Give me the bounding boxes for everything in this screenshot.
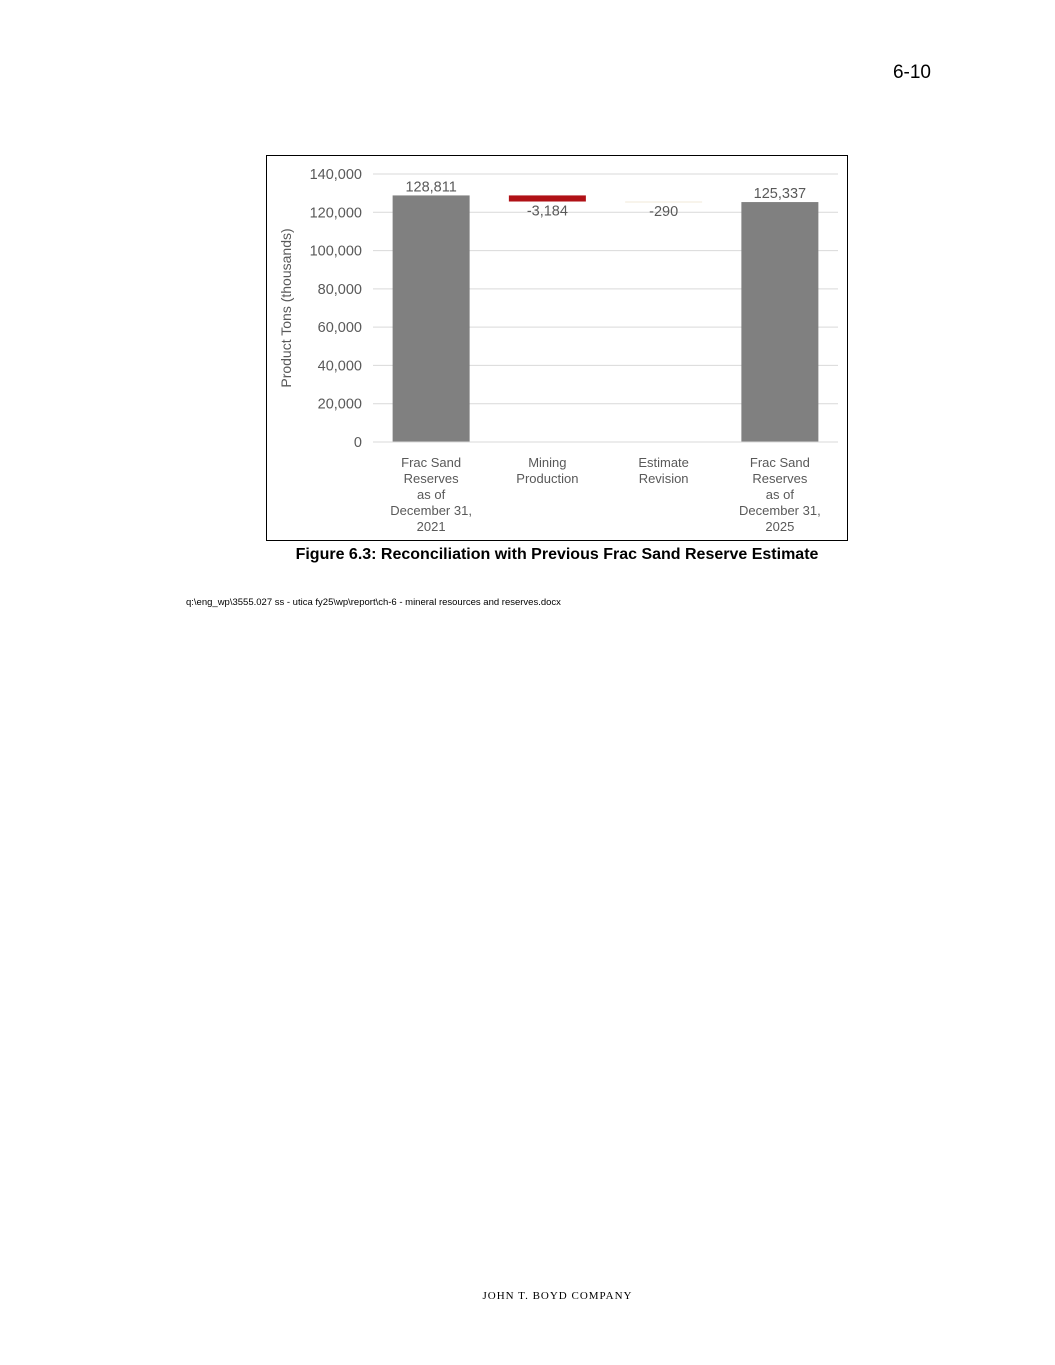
x-tick-label-line: Mining [528, 455, 567, 470]
data-label: 128,811 [405, 179, 457, 196]
x-tick-label-line: as of [417, 487, 446, 502]
data-label: -3,184 [526, 203, 568, 220]
x-tick-label-line: Revision [638, 471, 689, 486]
y-tick-label: 140,000 [309, 167, 362, 183]
bar [741, 202, 818, 442]
bar [625, 202, 702, 203]
data-label: -290 [649, 204, 679, 221]
x-tick-label [516, 455, 578, 486]
x-tick-label [390, 455, 472, 534]
x-tick-label-line: 2025 [765, 519, 795, 534]
x-tick-label-line: Reserves [752, 471, 808, 486]
y-tick-label: 100,000 [309, 243, 362, 260]
company-footer: JOHN T. BOYD COMPANY [482, 1290, 633, 1302]
page-number: 6-10 [892, 62, 931, 83]
x-tick-label-line: as of [765, 487, 794, 502]
data-label: 125,337 [753, 186, 807, 203]
x-tick-label-line: December 31, [739, 503, 821, 518]
x-tick-label [739, 455, 821, 534]
x-tick-label-line: Frac Sand [401, 455, 462, 470]
y-tick-label: 0 [353, 435, 362, 451]
figure-caption: Figure 6.3: Reconciliation with Previous Frac Sand Reserve Estimate [295, 546, 819, 563]
bar [509, 195, 586, 201]
y-tick-label: 60,000 [317, 320, 362, 337]
y-tick-label: 40,000 [317, 358, 362, 375]
x-tick-label-line: Estimate [638, 455, 689, 470]
figure-frame [266, 155, 848, 541]
file-path: q:\eng_wp\3555.027 ss - utica fy25\wp\report\ch-6 - mineral resources and reserves.docx [186, 597, 561, 608]
x-tick-label-line: 2021 [416, 519, 446, 534]
x-tick-label-line: Reserves [403, 471, 459, 486]
x-tick-label-line: Production [516, 471, 579, 486]
x-tick-label [638, 455, 689, 486]
y-tick-label: 120,000 [309, 205, 362, 222]
y-tick-label: 20,000 [317, 396, 362, 413]
x-tick-label-line: Frac Sand [749, 455, 810, 470]
bar [393, 195, 470, 442]
y-tick-label: 80,000 [317, 281, 362, 298]
x-tick-label-line: December 31, [390, 503, 472, 518]
waterfall-chart [267, 156, 847, 540]
y-axis-label: Product Tons (thousands) [278, 228, 294, 388]
